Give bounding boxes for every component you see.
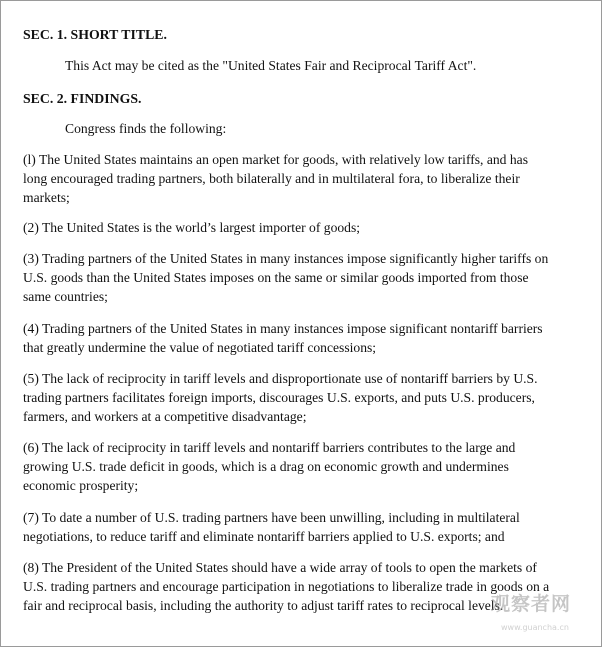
finding-6	[23, 438, 583, 496]
finding-4	[23, 319, 583, 357]
finding-line: (5) The lack of reciprocity in tariff levels and disproportionate use of nontariff barriers by U.S.	[23, 371, 538, 386]
finding-line: farmers, and workers at a competitive disadvantage;	[23, 409, 307, 425]
finding-line: negotiations, to reduce tariff and eliminate nontariff barriers applied to U.S. exports; and	[23, 529, 505, 545]
finding-line: (7) To date a number of U.S. trading partners have been unwilling, including in multilateral	[23, 510, 520, 525]
finding-line: (2) The United States is the world’s largest importer of goods;	[23, 220, 361, 235]
sec2-intro: Congress finds the following:	[65, 121, 227, 136]
finding-2	[23, 218, 583, 237]
watermark-url: www.guancha.cn	[501, 623, 569, 632]
finding-line: (6) The lack of reciprocity in tariff levels and nontariff barriers contributes to the large and	[23, 440, 516, 455]
sec1-text: This Act may be cited as the "United States Fair and Reciprocal Tariff Act".	[65, 58, 477, 73]
finding-line: (4) Trading partners of the United States in many instances impose significant nontariff barriers	[23, 321, 543, 336]
finding-line: growing U.S. trade deficit in goods, which is a drag on economic growth and undermines	[23, 459, 509, 475]
finding-line: (8) The President of the United States should have a wide array of tools to open the markets of	[23, 560, 537, 575]
finding-7	[23, 508, 583, 546]
finding-1	[23, 150, 583, 208]
finding-3	[23, 249, 583, 307]
finding-line: U.S. goods than the United States imposes on the same or similar goods imported from those	[23, 270, 529, 286]
watermark-logo: 观察者网	[491, 593, 572, 615]
finding-line: (3) Trading partners of the United States in many instances impose significantly higher tariffs on	[23, 251, 549, 266]
finding-5	[23, 369, 583, 427]
finding-line: (l) The United States maintains an open market for goods, with relatively low tariffs, and has	[23, 152, 528, 167]
finding-line: fair and reciprocal basis, including the authority to adjust tariff rates to reciprocal levels.	[23, 598, 504, 614]
sec1-heading: SEC. 1. SHORT TITLE.	[23, 27, 167, 42]
finding-line: long encouraged trading partners, both bilaterally and in multilateral fora, to liberalize their	[23, 171, 520, 187]
finding-line: same countries;	[23, 289, 108, 305]
finding-line: that greatly undermine the value of negotiated tariff concessions;	[23, 340, 377, 356]
finding-line: U.S. trading partners and encourage participation in negotiations to liberalize trade in goods on a	[23, 579, 550, 595]
finding-line: trading partners facilitates foreign imports, discourages U.S. exports, and puts U.S. producers,	[23, 390, 535, 406]
sec2-heading: SEC. 2. FINDINGS.	[23, 91, 142, 106]
finding-line: markets;	[23, 190, 70, 206]
finding-line: economic prosperity;	[23, 478, 139, 494]
